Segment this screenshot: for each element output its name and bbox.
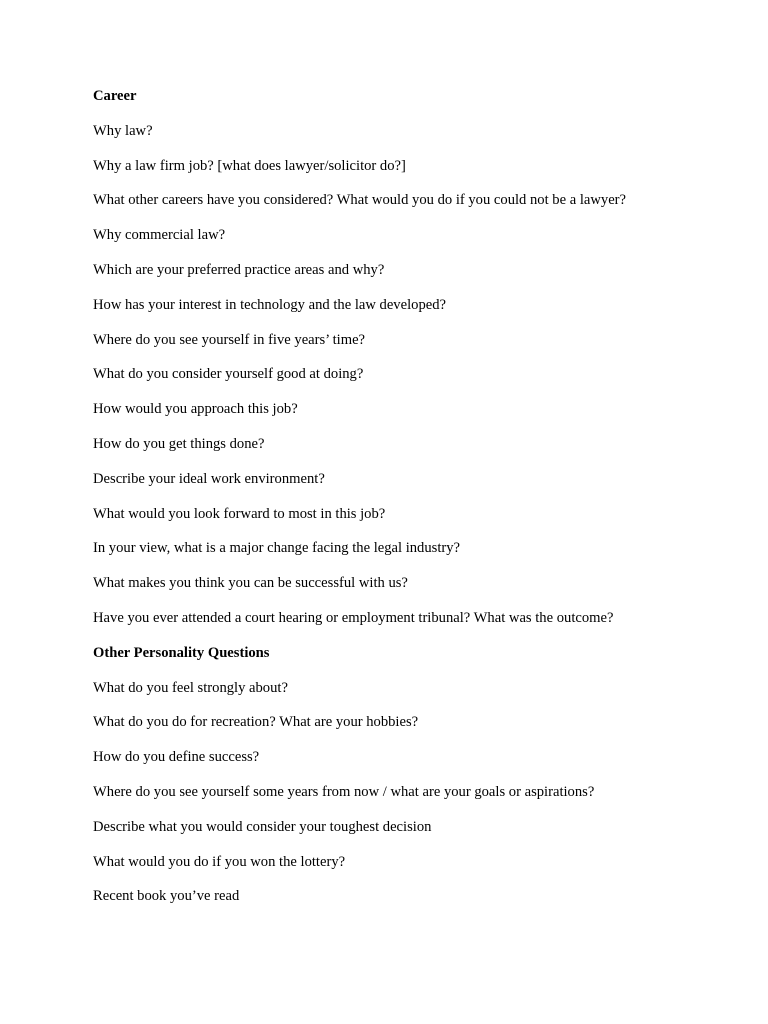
question-item: Describe what you would consider your toughest decision (93, 818, 432, 835)
question-item: Describe your ideal work environment? (93, 470, 325, 487)
question-item: What would you look forward to most in this job? (93, 505, 386, 522)
question-item: Why a law firm job? [what does lawyer/solicitor do?] (93, 157, 406, 174)
document-body (93, 87, 733, 922)
question-item: What other careers have you considered? What would you do if you could not be a lawyer? (93, 192, 627, 209)
question-item: How has your interest in technology and the law developed? (93, 296, 446, 313)
question-item: Where do you see yourself some years from now / what are your goals or aspirations? (93, 783, 595, 800)
question-item: How do you get things done? (93, 435, 265, 452)
question-item: Have you ever attended a court hearing or employment tribunal? What was the outcome? (93, 609, 614, 626)
question-item: What do you consider yourself good at doing? (93, 366, 364, 383)
question-item: What makes you think you can be successful with us? (93, 575, 408, 592)
question-item: Which are your preferred practice areas and why? (93, 261, 385, 278)
question-item: Why law? (93, 122, 153, 139)
question-item: In your view, what is a major change facing the legal industry? (93, 540, 461, 557)
question-item: How would you approach this job? (93, 401, 298, 418)
question-item: Where do you see yourself in five years’ time? (93, 331, 366, 348)
question-item: What would you do if you won the lottery? (93, 853, 346, 870)
question-item: Recent book you’ve read (93, 888, 240, 905)
question-item: How do you define success? (93, 749, 260, 766)
question-item: What do you feel strongly about? (93, 679, 288, 696)
section-heading-other-personality: Other Personality Questions (93, 644, 270, 661)
question-item: Why commercial law? (93, 227, 226, 244)
question-item: What do you do for recreation? What are your hobbies? (93, 714, 419, 731)
section-heading-career: Career (93, 88, 137, 104)
